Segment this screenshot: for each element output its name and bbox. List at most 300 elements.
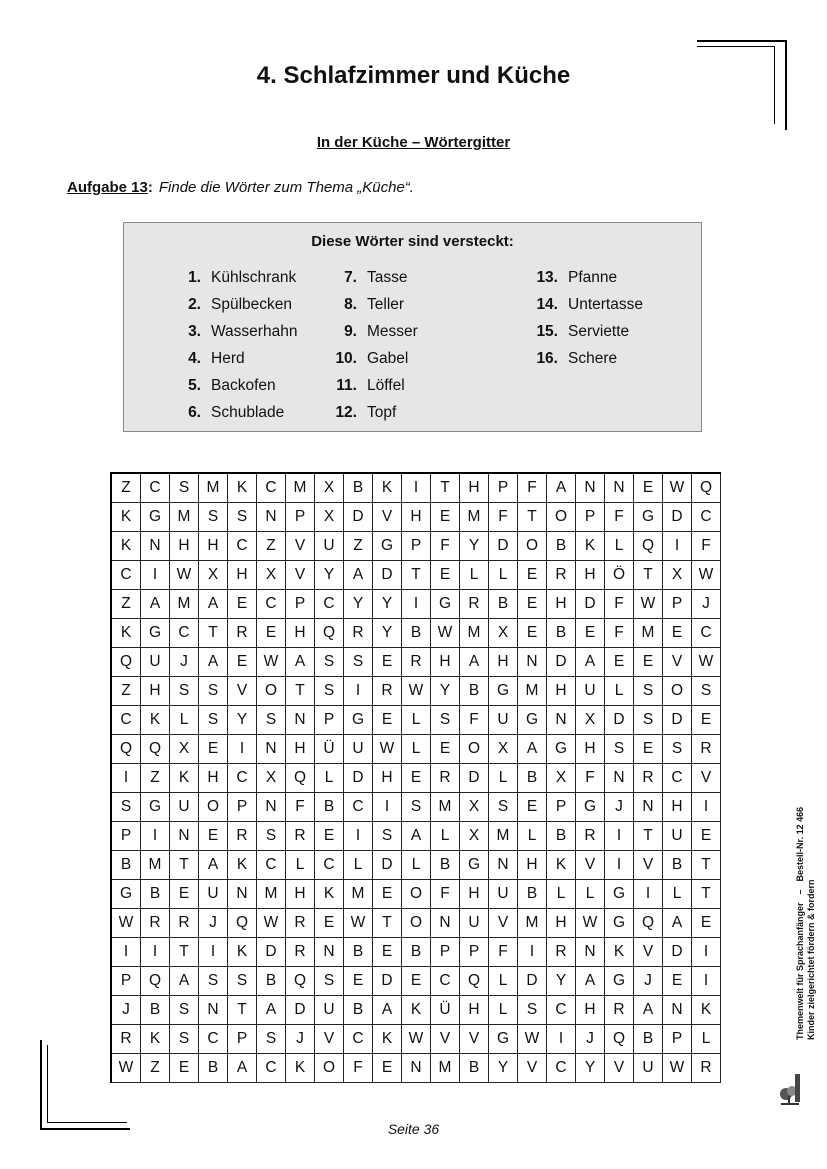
grid-cell[interactable]: C [344, 1025, 373, 1054]
grid-cell[interactable]: K [111, 532, 141, 561]
grid-cell[interactable]: I [663, 532, 692, 561]
grid-cell[interactable]: B [547, 822, 576, 851]
grid-cell[interactable]: N [605, 764, 634, 793]
grid-cell[interactable]: I [634, 880, 663, 909]
grid-cell[interactable]: U [199, 880, 228, 909]
grid-cell[interactable]: D [663, 938, 692, 967]
grid-cell[interactable]: D [576, 590, 605, 619]
grid-cell[interactable]: V [228, 677, 257, 706]
grid-cell[interactable]: M [634, 619, 663, 648]
grid-cell[interactable]: K [692, 996, 721, 1025]
grid-cell[interactable]: Q [141, 967, 170, 996]
grid-cell[interactable]: H [228, 561, 257, 590]
grid-cell[interactable]: T [286, 677, 315, 706]
grid-cell[interactable]: E [315, 822, 344, 851]
grid-cell[interactable]: H [547, 909, 576, 938]
grid-cell[interactable]: G [605, 909, 634, 938]
grid-cell[interactable]: H [286, 619, 315, 648]
grid-cell[interactable]: S [315, 648, 344, 677]
grid-cell[interactable]: T [634, 561, 663, 590]
grid-cell[interactable]: A [518, 735, 547, 764]
grid-cell[interactable]: A [663, 909, 692, 938]
grid-cell[interactable]: V [460, 1025, 489, 1054]
grid-cell[interactable]: Q [111, 648, 141, 677]
grid-cell[interactable]: E [402, 764, 431, 793]
grid-cell[interactable]: E [373, 1054, 402, 1083]
grid-cell[interactable]: E [431, 561, 460, 590]
grid-cell[interactable]: H [286, 880, 315, 909]
grid-cell[interactable]: C [111, 561, 141, 590]
grid-cell[interactable]: C [344, 793, 373, 822]
grid-cell[interactable]: L [663, 880, 692, 909]
grid-cell[interactable]: I [605, 822, 634, 851]
grid-cell[interactable]: H [286, 735, 315, 764]
grid-cell[interactable]: E [692, 909, 721, 938]
grid-cell[interactable]: B [402, 619, 431, 648]
grid-cell[interactable]: L [315, 764, 344, 793]
grid-cell[interactable]: M [170, 590, 199, 619]
grid-cell[interactable]: P [286, 590, 315, 619]
grid-cell[interactable]: A [460, 648, 489, 677]
grid-cell[interactable]: X [576, 706, 605, 735]
grid-cell[interactable]: Y [489, 1054, 518, 1083]
grid-cell[interactable]: B [344, 473, 373, 503]
grid-cell[interactable]: L [518, 822, 547, 851]
grid-cell[interactable]: O [315, 1054, 344, 1083]
grid-cell[interactable]: Ü [431, 996, 460, 1025]
grid-cell[interactable]: H [576, 996, 605, 1025]
grid-cell[interactable]: N [170, 822, 199, 851]
grid-cell[interactable]: M [141, 851, 170, 880]
grid-cell[interactable]: A [199, 648, 228, 677]
grid-cell[interactable]: B [547, 619, 576, 648]
grid-cell[interactable]: O [402, 880, 431, 909]
grid-cell[interactable]: Z [141, 1054, 170, 1083]
grid-cell[interactable]: W [344, 909, 373, 938]
grid-cell[interactable]: K [111, 503, 141, 532]
grid-cell[interactable]: S [111, 793, 141, 822]
grid-cell[interactable]: B [518, 764, 547, 793]
grid-cell[interactable]: E [663, 967, 692, 996]
grid-cell[interactable]: E [634, 735, 663, 764]
grid-cell[interactable]: W [634, 590, 663, 619]
grid-cell[interactable]: W [402, 1025, 431, 1054]
grid-cell[interactable]: Q [141, 735, 170, 764]
grid-cell[interactable]: S [315, 677, 344, 706]
grid-cell[interactable]: W [257, 909, 286, 938]
grid-cell[interactable]: R [286, 822, 315, 851]
grid-cell[interactable]: B [111, 851, 141, 880]
grid-cell[interactable]: F [344, 1054, 373, 1083]
grid-cell[interactable]: C [199, 1025, 228, 1054]
grid-cell[interactable]: H [460, 996, 489, 1025]
grid-cell[interactable]: G [518, 706, 547, 735]
grid-cell[interactable]: Q [634, 532, 663, 561]
grid-cell[interactable]: J [576, 1025, 605, 1054]
grid-cell[interactable]: L [605, 532, 634, 561]
grid-cell[interactable]: Z [111, 473, 141, 503]
grid-cell[interactable]: L [547, 880, 576, 909]
grid-cell[interactable]: D [257, 938, 286, 967]
grid-cell[interactable]: M [460, 619, 489, 648]
grid-cell[interactable]: I [141, 561, 170, 590]
grid-cell[interactable]: T [402, 561, 431, 590]
grid-cell[interactable]: U [141, 648, 170, 677]
grid-cell[interactable]: S [170, 1025, 199, 1054]
grid-cell[interactable]: E [576, 619, 605, 648]
grid-cell[interactable]: C [257, 473, 286, 503]
grid-cell[interactable]: Ü [315, 735, 344, 764]
grid-cell[interactable]: H [402, 503, 431, 532]
grid-cell[interactable]: V [518, 1054, 547, 1083]
grid-cell[interactable]: I [402, 590, 431, 619]
grid-cell[interactable]: R [344, 619, 373, 648]
grid-cell[interactable]: O [547, 503, 576, 532]
grid-cell[interactable]: Q [111, 735, 141, 764]
grid-cell[interactable]: C [141, 473, 170, 503]
grid-cell[interactable]: L [605, 677, 634, 706]
grid-cell[interactable]: J [634, 967, 663, 996]
grid-cell[interactable]: R [460, 590, 489, 619]
grid-cell[interactable]: S [663, 735, 692, 764]
grid-cell[interactable]: W [431, 619, 460, 648]
grid-cell[interactable]: F [605, 619, 634, 648]
grid-cell[interactable]: B [431, 851, 460, 880]
grid-cell[interactable]: P [315, 706, 344, 735]
grid-cell[interactable]: V [663, 648, 692, 677]
grid-cell[interactable]: R [286, 938, 315, 967]
grid-cell[interactable]: N [141, 532, 170, 561]
grid-cell[interactable]: D [344, 503, 373, 532]
grid-cell[interactable]: E [199, 822, 228, 851]
grid-cell[interactable]: V [489, 909, 518, 938]
grid-cell[interactable]: E [315, 909, 344, 938]
grid-cell[interactable]: N [228, 880, 257, 909]
grid-cell[interactable]: Z [111, 677, 141, 706]
grid-cell[interactable]: X [663, 561, 692, 590]
grid-cell[interactable]: A [576, 648, 605, 677]
grid-cell[interactable]: F [489, 503, 518, 532]
grid-cell[interactable]: G [547, 735, 576, 764]
grid-cell[interactable]: S [228, 967, 257, 996]
grid-cell[interactable]: F [576, 764, 605, 793]
grid-cell[interactable]: X [547, 764, 576, 793]
grid-cell[interactable]: X [460, 822, 489, 851]
grid-cell[interactable]: V [286, 532, 315, 561]
grid-cell[interactable]: C [170, 619, 199, 648]
grid-cell[interactable]: I [344, 677, 373, 706]
grid-cell[interactable]: C [228, 532, 257, 561]
grid-cell[interactable]: C [315, 851, 344, 880]
grid-cell[interactable]: X [257, 561, 286, 590]
grid-cell[interactable]: H [576, 561, 605, 590]
grid-cell[interactable]: X [257, 764, 286, 793]
grid-cell[interactable]: K [547, 851, 576, 880]
grid-cell[interactable]: K [228, 938, 257, 967]
grid-cell[interactable]: G [576, 793, 605, 822]
grid-cell[interactable]: U [344, 735, 373, 764]
grid-cell[interactable]: P [547, 793, 576, 822]
grid-cell[interactable]: G [460, 851, 489, 880]
grid-cell[interactable]: Y [460, 532, 489, 561]
grid-cell[interactable]: C [228, 764, 257, 793]
grid-cell[interactable]: E [518, 619, 547, 648]
grid-cell[interactable]: I [141, 822, 170, 851]
grid-cell[interactable]: E [373, 938, 402, 967]
grid-cell[interactable]: H [199, 764, 228, 793]
grid-cell[interactable]: N [402, 1054, 431, 1083]
grid-cell[interactable]: T [170, 938, 199, 967]
grid-cell[interactable]: J [286, 1025, 315, 1054]
grid-cell[interactable]: R [373, 677, 402, 706]
grid-cell[interactable]: N [257, 793, 286, 822]
grid-cell[interactable]: P [228, 1025, 257, 1054]
grid-cell[interactable]: U [489, 706, 518, 735]
grid-cell[interactable]: N [634, 793, 663, 822]
grid-cell[interactable]: B [460, 1054, 489, 1083]
grid-cell[interactable]: S [228, 503, 257, 532]
grid-cell[interactable]: V [431, 1025, 460, 1054]
grid-cell[interactable]: J [170, 648, 199, 677]
grid-cell[interactable]: E [257, 619, 286, 648]
grid-cell[interactable]: D [373, 851, 402, 880]
grid-cell[interactable]: P [286, 503, 315, 532]
grid-cell[interactable]: C [663, 764, 692, 793]
grid-cell[interactable]: G [141, 619, 170, 648]
grid-cell[interactable]: I [344, 822, 373, 851]
grid-cell[interactable]: S [344, 648, 373, 677]
grid-cell[interactable]: U [663, 822, 692, 851]
grid-cell[interactable]: U [460, 909, 489, 938]
grid-cell[interactable]: P [111, 822, 141, 851]
grid-cell[interactable]: K [111, 619, 141, 648]
grid-cell[interactable]: B [141, 996, 170, 1025]
grid-cell[interactable]: W [663, 1054, 692, 1083]
grid-cell[interactable]: T [692, 851, 721, 880]
grid-cell[interactable]: K [170, 764, 199, 793]
grid-cell[interactable]: D [547, 648, 576, 677]
grid-cell[interactable]: H [460, 473, 489, 503]
grid-cell[interactable]: B [460, 677, 489, 706]
grid-cell[interactable]: T [634, 822, 663, 851]
grid-cell[interactable]: G [634, 503, 663, 532]
grid-cell[interactable]: L [489, 967, 518, 996]
grid-cell[interactable]: T [228, 996, 257, 1025]
grid-cell[interactable]: M [460, 503, 489, 532]
grid-cell[interactable]: T [431, 473, 460, 503]
grid-cell[interactable]: R [228, 619, 257, 648]
grid-cell[interactable]: D [460, 764, 489, 793]
grid-cell[interactable]: E [373, 706, 402, 735]
grid-cell[interactable]: H [518, 851, 547, 880]
grid-cell[interactable]: J [199, 909, 228, 938]
grid-cell[interactable]: R [170, 909, 199, 938]
grid-cell[interactable]: Y [576, 1054, 605, 1083]
grid-cell[interactable]: B [634, 1025, 663, 1054]
grid-cell[interactable]: P [111, 967, 141, 996]
grid-cell[interactable]: K [141, 706, 170, 735]
grid-cell[interactable]: K [605, 938, 634, 967]
grid-cell[interactable]: T [692, 880, 721, 909]
grid-cell[interactable]: I [141, 938, 170, 967]
grid-cell[interactable]: R [692, 735, 721, 764]
grid-cell[interactable]: I [518, 938, 547, 967]
grid-cell[interactable]: L [460, 561, 489, 590]
grid-cell[interactable]: K [141, 1025, 170, 1054]
grid-cell[interactable]: B [489, 590, 518, 619]
grid-cell[interactable]: S [634, 706, 663, 735]
grid-cell[interactable]: D [344, 764, 373, 793]
grid-cell[interactable]: L [489, 764, 518, 793]
grid-cell[interactable]: R [286, 909, 315, 938]
grid-cell[interactable]: W [111, 909, 141, 938]
grid-cell[interactable]: K [228, 851, 257, 880]
grid-cell[interactable]: F [605, 503, 634, 532]
grid-cell[interactable]: B [141, 880, 170, 909]
grid-cell[interactable]: V [634, 938, 663, 967]
grid-cell[interactable]: G [605, 880, 634, 909]
grid-cell[interactable]: F [286, 793, 315, 822]
grid-cell[interactable]: B [199, 1054, 228, 1083]
grid-cell[interactable]: I [111, 938, 141, 967]
grid-cell[interactable]: Q [460, 967, 489, 996]
grid-cell[interactable]: R [634, 764, 663, 793]
grid-cell[interactable]: L [576, 880, 605, 909]
grid-cell[interactable]: R [547, 561, 576, 590]
grid-cell[interactable]: S [605, 735, 634, 764]
grid-cell[interactable]: U [634, 1054, 663, 1083]
grid-cell[interactable]: M [518, 677, 547, 706]
grid-cell[interactable]: A [141, 590, 170, 619]
grid-cell[interactable]: N [431, 909, 460, 938]
grid-cell[interactable]: S [257, 1025, 286, 1054]
grid-cell[interactable]: K [576, 532, 605, 561]
grid-cell[interactable]: C [111, 706, 141, 735]
grid-cell[interactable]: J [692, 590, 721, 619]
grid-cell[interactable]: C [257, 851, 286, 880]
grid-cell[interactable]: W [257, 648, 286, 677]
grid-cell[interactable]: Ö [605, 561, 634, 590]
grid-cell[interactable]: D [605, 706, 634, 735]
grid-cell[interactable]: G [344, 706, 373, 735]
grid-cell[interactable]: X [315, 503, 344, 532]
grid-cell[interactable]: N [518, 648, 547, 677]
grid-cell[interactable]: A [286, 648, 315, 677]
grid-cell[interactable]: A [344, 561, 373, 590]
grid-cell[interactable]: R [228, 822, 257, 851]
grid-cell[interactable]: V [576, 851, 605, 880]
grid-cell[interactable]: C [692, 619, 721, 648]
grid-cell[interactable]: A [228, 1054, 257, 1083]
grid-cell[interactable]: A [634, 996, 663, 1025]
grid-cell[interactable]: E [170, 1054, 199, 1083]
grid-cell[interactable]: S [170, 677, 199, 706]
grid-cell[interactable]: V [634, 851, 663, 880]
grid-cell[interactable]: C [257, 590, 286, 619]
grid-cell[interactable]: Q [315, 619, 344, 648]
grid-cell[interactable]: C [692, 503, 721, 532]
grid-cell[interactable]: S [170, 996, 199, 1025]
grid-cell[interactable]: N [576, 473, 605, 503]
grid-cell[interactable]: F [431, 532, 460, 561]
grid-cell[interactable]: T [170, 851, 199, 880]
grid-cell[interactable]: I [199, 938, 228, 967]
grid-cell[interactable]: W [111, 1054, 141, 1083]
grid-cell[interactable]: F [605, 590, 634, 619]
grid-cell[interactable]: M [199, 473, 228, 503]
grid-cell[interactable]: G [431, 590, 460, 619]
grid-cell[interactable]: E [663, 619, 692, 648]
grid-cell[interactable]: R [605, 996, 634, 1025]
grid-cell[interactable]: A [199, 851, 228, 880]
grid-cell[interactable]: U [315, 996, 344, 1025]
grid-cell[interactable]: R [547, 938, 576, 967]
grid-cell[interactable]: I [692, 938, 721, 967]
grid-cell[interactable]: D [518, 967, 547, 996]
grid-cell[interactable]: G [489, 1025, 518, 1054]
grid-cell[interactable]: K [228, 473, 257, 503]
grid-cell[interactable]: C [315, 590, 344, 619]
grid-cell[interactable]: L [692, 1025, 721, 1054]
grid-cell[interactable]: H [199, 532, 228, 561]
grid-cell[interactable]: L [489, 996, 518, 1025]
grid-cell[interactable]: L [344, 851, 373, 880]
grid-cell[interactable]: N [257, 735, 286, 764]
grid-cell[interactable]: V [605, 1054, 634, 1083]
grid-cell[interactable]: Y [315, 561, 344, 590]
grid-cell[interactable]: P [460, 938, 489, 967]
grid-cell[interactable]: N [605, 473, 634, 503]
grid-cell[interactable]: R [692, 1054, 721, 1083]
grid-cell[interactable]: Y [547, 967, 576, 996]
grid-cell[interactable]: X [460, 793, 489, 822]
grid-cell[interactable]: B [344, 996, 373, 1025]
grid-cell[interactable]: T [518, 503, 547, 532]
grid-cell[interactable]: Q [634, 909, 663, 938]
grid-cell[interactable]: V [692, 764, 721, 793]
grid-cell[interactable]: D [286, 996, 315, 1025]
grid-cell[interactable]: E [402, 967, 431, 996]
grid-cell[interactable]: A [576, 967, 605, 996]
grid-cell[interactable]: O [460, 735, 489, 764]
grid-cell[interactable]: K [373, 1025, 402, 1054]
grid-cell[interactable]: W [373, 735, 402, 764]
grid-cell[interactable]: N [315, 938, 344, 967]
grid-cell[interactable]: M [489, 822, 518, 851]
grid-cell[interactable]: G [489, 677, 518, 706]
grid-cell[interactable]: L [489, 561, 518, 590]
grid-cell[interactable]: B [547, 532, 576, 561]
grid-cell[interactable]: F [518, 473, 547, 503]
grid-cell[interactable]: E [228, 590, 257, 619]
grid-cell[interactable]: Y [373, 619, 402, 648]
grid-cell[interactable]: W [518, 1025, 547, 1054]
grid-cell[interactable]: C [547, 1054, 576, 1083]
grid-cell[interactable]: I [228, 735, 257, 764]
grid-cell[interactable]: F [460, 706, 489, 735]
grid-cell[interactable]: P [489, 473, 518, 503]
grid-cell[interactable]: D [373, 561, 402, 590]
grid-cell[interactable]: L [402, 735, 431, 764]
grid-cell[interactable]: X [199, 561, 228, 590]
grid-cell[interactable]: F [692, 532, 721, 561]
grid-cell[interactable]: B [315, 793, 344, 822]
grid-cell[interactable]: M [431, 793, 460, 822]
grid-cell[interactable]: E [228, 648, 257, 677]
grid-cell[interactable]: P [402, 532, 431, 561]
grid-cell[interactable]: A [373, 996, 402, 1025]
grid-cell[interactable]: X [170, 735, 199, 764]
